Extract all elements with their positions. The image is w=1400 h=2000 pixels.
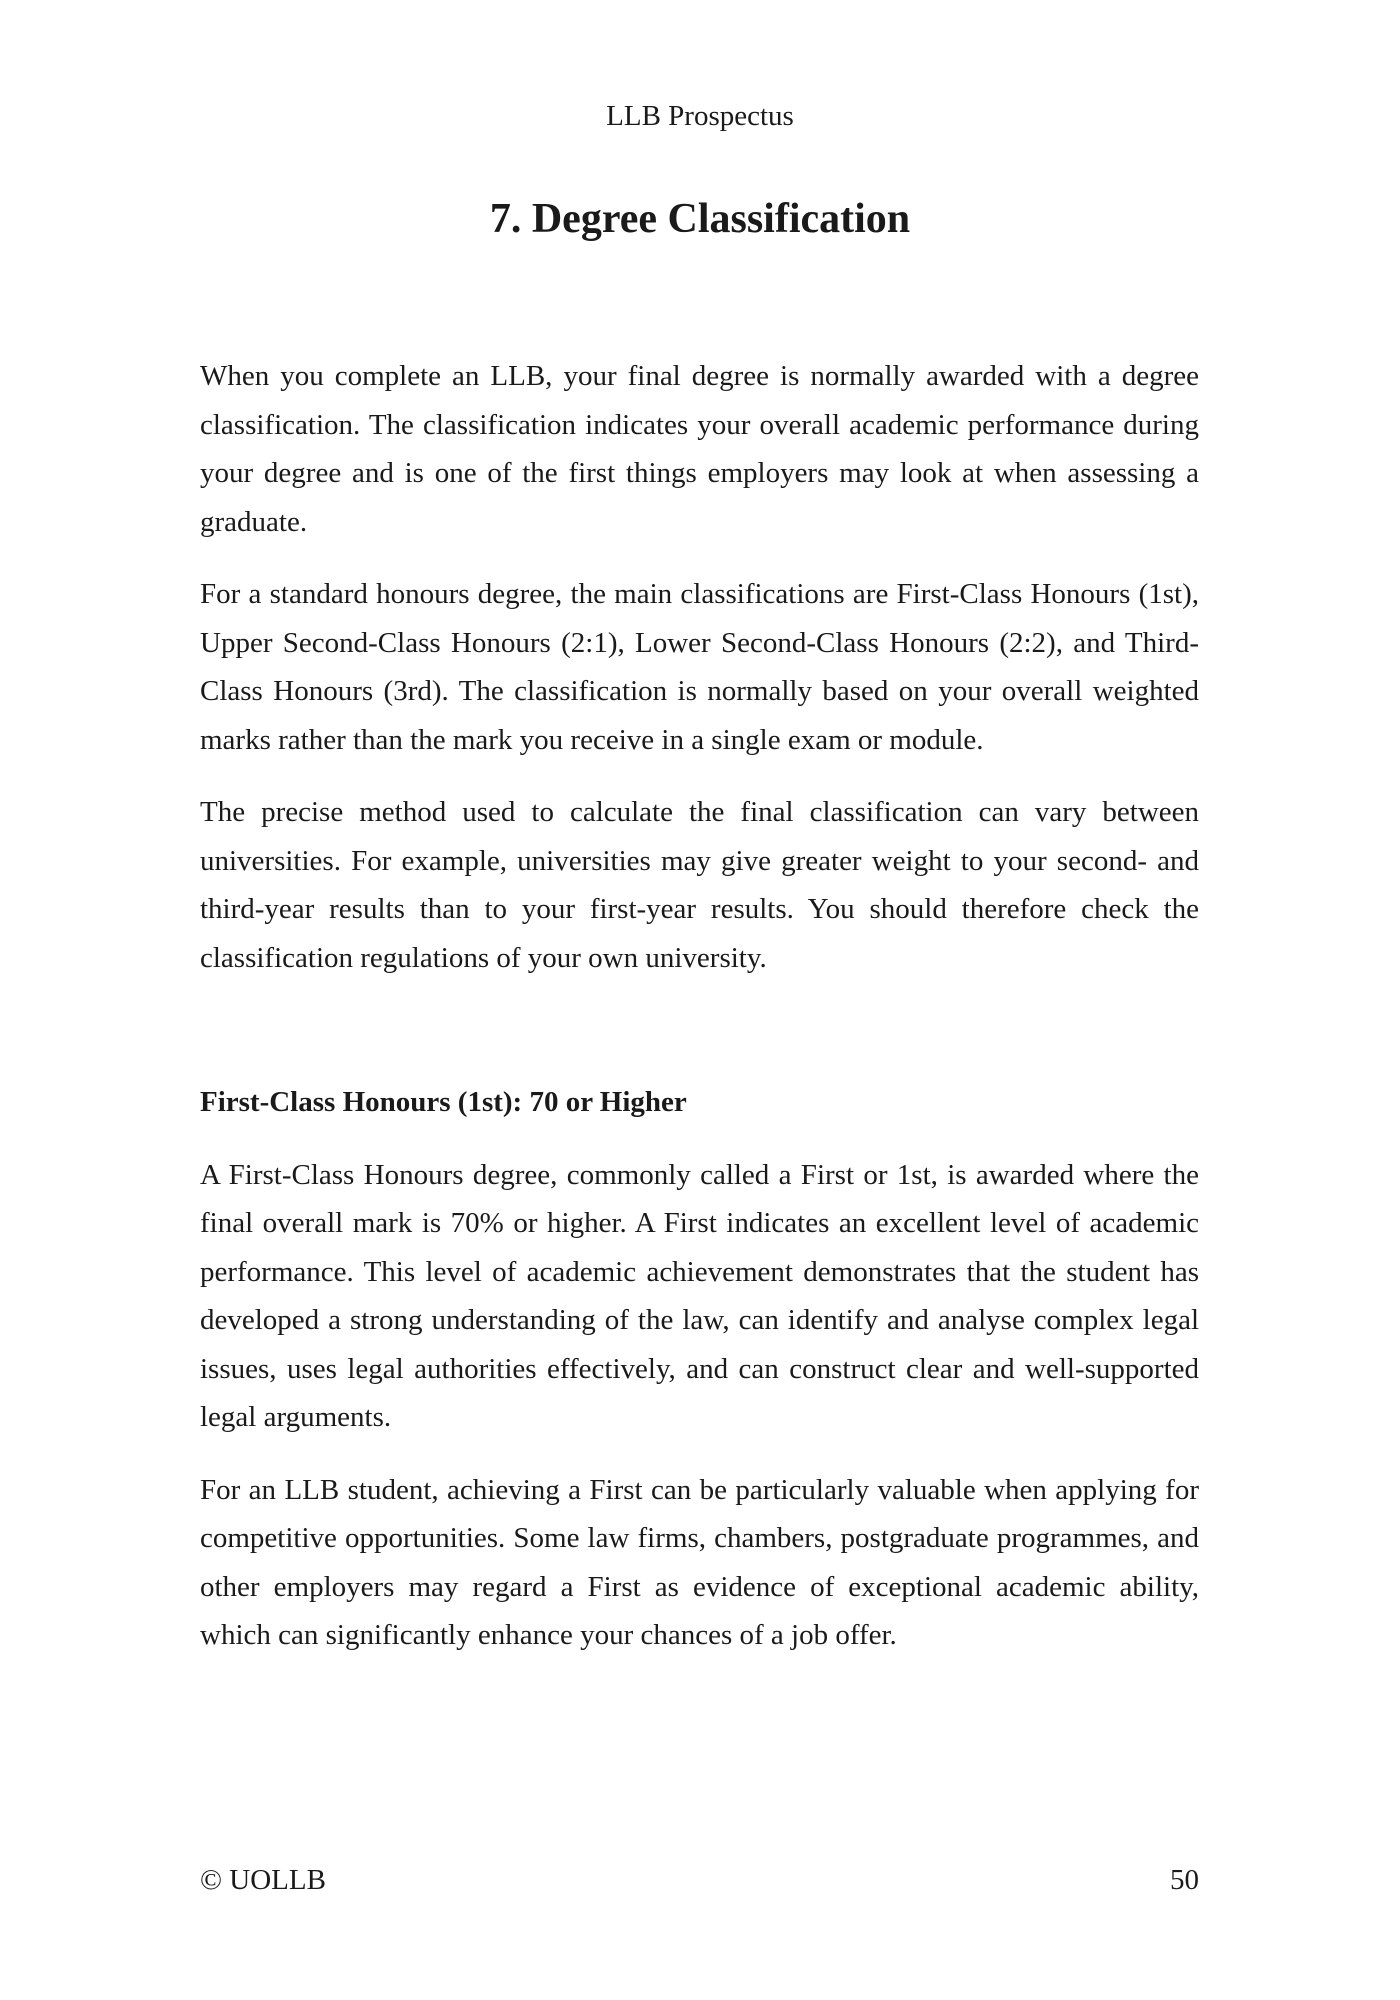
section-heading-first-class: First-Class Honours (1st): 70 or Higher [200, 1086, 687, 1118]
chapter-title: 7. Degree Classification [489, 196, 911, 242]
intro-paragraph: For a standard honours degree, the main classifications are First-Class Honours (1st), Upper Second-Class Honours (2:1), Lower Second-Class Honours (2:2), and Third-Class Honours (3rd). The classification is normally based on your overall weighted marks rather than the mark you receive in a single exam or module. [200, 578, 1199, 756]
body-content [200, 352, 1199, 1684]
page-number: 50 [1170, 1864, 1199, 1896]
intro-paragraph: The precise method used to calculate the final classification can vary between universities. For example, universities may give greater weight to your second- and third-year results than to your first-year results. You should therefore check the classification regulations of your own university. [200, 796, 1199, 974]
footer-copyright: © UOLLB [200, 1864, 326, 1896]
first-class-paragraph: For an LLB student, achieving a First can be particularly valuable when applying for competitive opportunities. Some law firms, chambers, postgraduate programmes, and other employers may regard a First as evidence of exceptional academic ability, which can significantly enhance your chances of a job offer. [200, 1473, 1199, 1651]
running-header: LLB Prospectus [606, 100, 794, 132]
intro-paragraph: When you complete an LLB, your final degree is normally awarded with a degree classification. The classification indicates your overall academic performance during your degree and is one of the first things employers may look at when assessing a graduate. [200, 360, 1199, 538]
first-class-paragraph: A First-Class Honours degree, commonly called a First or 1st, is awarded where the final overall mark is 70% or higher. A First indicates an excellent level of academic performance. This level of academic achievement demonstrates that the student has developed a strong understanding of the law, can identify and analyse complex legal issues, uses legal authorities effectively, and can construct clear and well-supported legal arguments. [200, 1158, 1199, 1433]
